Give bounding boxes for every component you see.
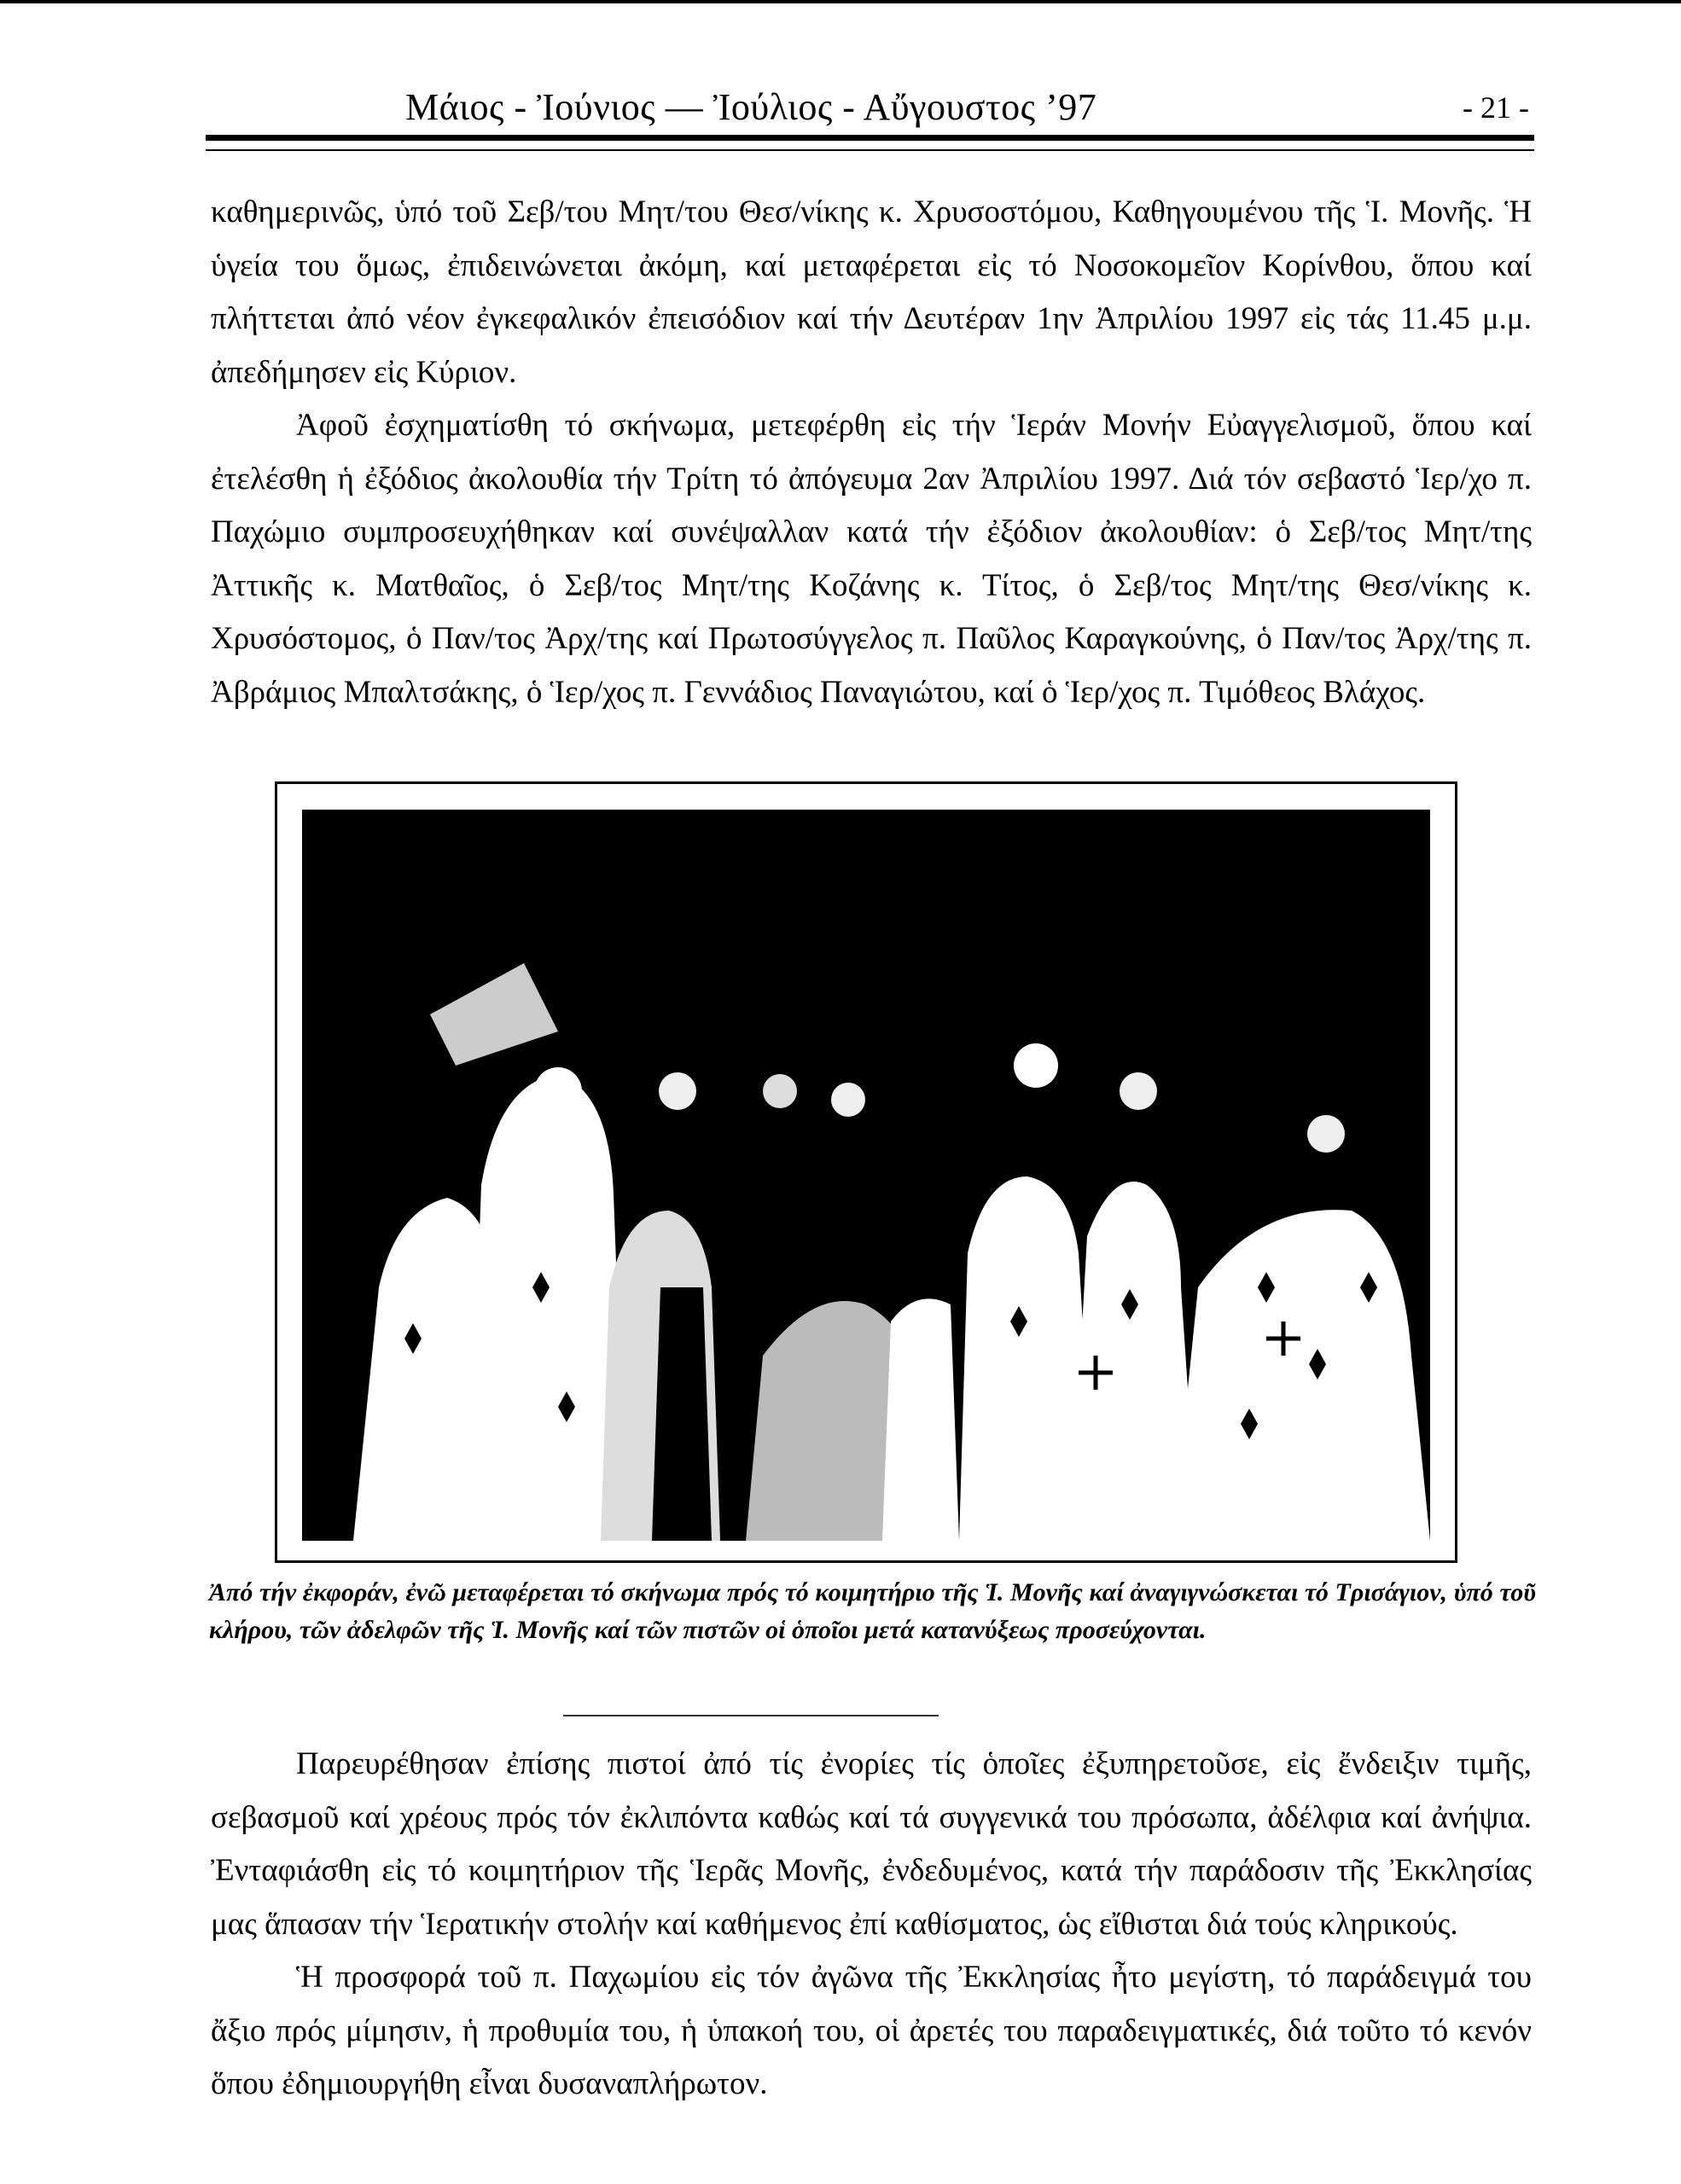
header-rule-thin	[206, 149, 1534, 151]
article-body-top	[211, 186, 1532, 719]
paragraph: Παρευρέθησαν ἐπίσης πιστοί ἀπό τίς ἐνορίες τίς ὁποῖες ἐξυπηρετοῦσε, εἰς ἔνδειξιν τιμῆς, σεβασμοῦ καί χρέους πρός τόν ἐκλιπόντα καθώς καί τά συγγενικά του πρόσωπα, ἀδέλφια καί ἀνήψια. Ἐνταφιάσθη εἰς τό κοιμητήριον τῆς Ἱερᾶς Μονῆς, ἐνδεδυμένος, κατά τήν παράδοσιν τῆς Ἐκκλησίας μας ἅπασαν τήν Ἱερατικήν στολήν καί καθήμενος ἐπί καθίσματος, ὡς εἴθισται διά τούς κληρικούς.	[211, 1746, 1532, 1942]
photo-caption	[209, 1574, 1536, 1649]
photo-icon	[302, 810, 1430, 1541]
section-separator	[563, 1715, 939, 1716]
caption-text: Ἀπό τήν ἐκφοράν, ἐνῶ μεταφέρεται τό σκήνωμα πρός τό κοιμητήριο τῆς Ἱ. Μονῆς καί ἀναγιγνώσκεται τό Τρισάγιον, ὑπό τοῦ κλήρου, τῶν ἀδελφῶν τῆς Ἱ. Μονῆς καί τῶν πιστῶν οἱ ὁποῖοι μετά κατανύξεως προσεύχονται.	[209, 1578, 1536, 1644]
paragraph: Ἀφοῦ ἐσχηματίσθη τό σκήνωμα, μετεφέρθη εἰς τήν Ἱεράν Μονήν Εὐαγγελισμοῦ, ὅπου καί ἐτελέσθη ἡ ἐξόδιος ἀκολουθία τήν Τρίτη τό ἀπόγευμα 2αν Ἀπριλίου 1997. Διά τόν σεβαστό Ἱερ/χο π. Παχώμιο συμπροσευχήθηκαν καί συνέψαλλαν κατά τήν ἐξόδιον ἀκολουθίαν: ὁ Σεβ/τος Μητ/της Ἀττικῆς κ. Ματθαῖος, ὁ Σεβ/τος Μητ/της Κοζάνης κ. Τίτος, ὁ Σεβ/τος Μητ/της Θεσ/νίκης κ. Χρυσόστομος, ὁ Παν/τος Ἀρχ/της καί Πρωτοσύγγελος π. Παῦλος Καραγκούνης, ὁ Παν/τος Ἀρχ/της π. Ἀβράμιος Μπαλτσάκης, ὁ Ἱερ/χος π. Γεννάδιος Παναγιώτου, καί ὁ Ἱερ/χος π. Τιμόθεος Βλάχος.	[211, 408, 1532, 710]
photo-frame	[275, 781, 1457, 1563]
article-body-bottom	[211, 1738, 1532, 2111]
funeral-procession-photo	[302, 810, 1430, 1541]
paragraph: Ἡ προσφορά τοῦ π. Παχωμίου εἰς τόν ἀγῶνα τῆς Ἐκκλησίας ἦτο μεγίστη, τό παράδειγμά του ἄξιο πρός μίμησιν, ἡ προθυμία του, ἡ ὑπακοή του, οἱ ἀρετές του παραδειγματικές, διά τοῦτο τό κενόν ὅπου ἐδημιουργήθη εἶναι δυσαναπλήρωτον.	[211, 1960, 1532, 2101]
header-rule-thick	[206, 135, 1534, 141]
scan-edge	[0, 0, 1681, 3]
page-number: - 21 -	[1463, 90, 1529, 125]
running-head-title: Μάιος - Ἰούνιος — Ἰούλιος - Αὔγουστος ’97	[405, 86, 1097, 128]
running-head	[206, 84, 1534, 131]
paragraph: καθημερινῶς, ὑπό τοῦ Σεβ/του Μητ/του Θεσ/νίκης κ. Χρυσοστόμου, Καθηγουμένου τῆς Ἱ. Μονῆς. Ἡ ὑγεία του ὅμως, ἐπιδεινώνεται ἀκόμη, καί μεταφέρεται εἰς τό Νοσοκομεῖον Κορίνθου, ὅπου καί πλήττεται ἀπό νέον ἐγκεφαλικόν ἐπεισόδιον καί τήν Δευτέραν 1ην Ἀπριλίου 1997 εἰς τάς 11.45 μ.μ. ἀπεδήμησεν εἰς Κύριον.	[211, 195, 1532, 390]
